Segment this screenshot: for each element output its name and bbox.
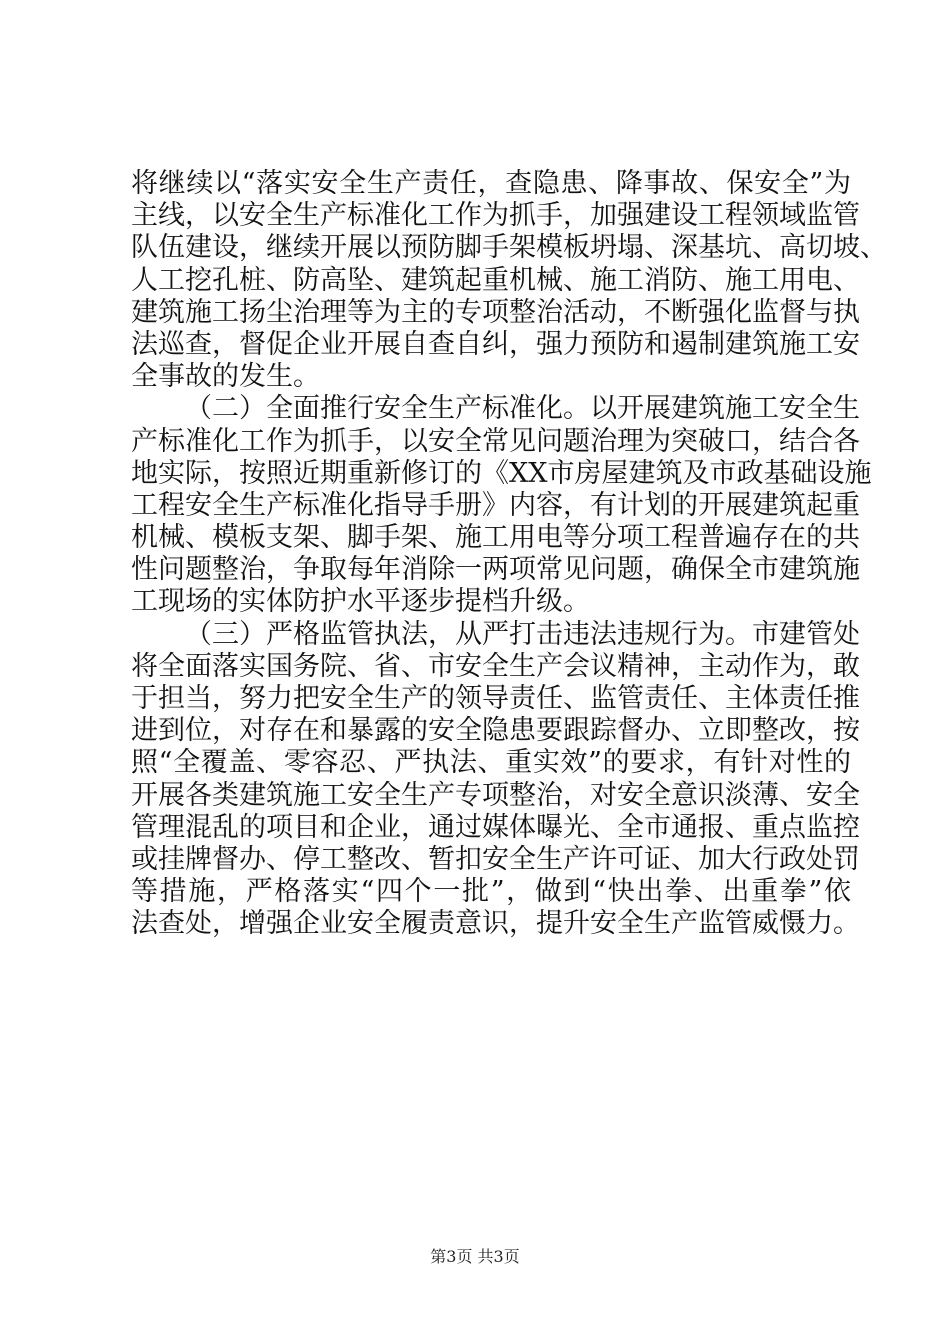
paragraph-3-line-3: 于担当，努力把安全生产的领导责任、监管责任、主体责任推 bbox=[131, 683, 860, 714]
paragraph-1-line-2: 主线，以安全生产标准化工作为抓手，加强建设工程领域监管 bbox=[131, 200, 860, 232]
paragraph-1-line-6: 法巡查，督促企业开展自查自纠，强力预防和遏制建筑施工安 bbox=[131, 328, 860, 360]
paragraph-2-line-5: 机械、模板支架、脚手架、施工用电等分项工程普遍存在的共 bbox=[131, 522, 860, 554]
paragraph-2-line-3: 地实际，按照近期重新修订的《XX市房屋建筑及市政基础设施 bbox=[131, 457, 872, 489]
paragraph-3-line-8: 或挂牌督办、停工整改、暂扣安全生产许可证、加大行政处罚 bbox=[131, 843, 860, 875]
paragraph-2-line-6: 性问题整治，争取每年消除一两项常见问题，确保全市建筑施 bbox=[131, 554, 860, 586]
paragraph-3-line-5: 照“全覆盖、零容忍、严执法、重实效”的要求，有针对性的 bbox=[131, 747, 851, 779]
paragraph-3-line-10: 法查处，增强企业安全履责意识，提升安全生产监管威慑力。 bbox=[131, 908, 860, 940]
paragraph-2-line-1: （二）全面推行安全生产标准化。以开展建筑施工安全生 bbox=[185, 393, 860, 425]
paragraph-3-line-9: 等措施，严格落实“四个一批”，做到“快出拳、出重拳”依 bbox=[131, 876, 851, 908]
page-footer: 第3页 共3页 bbox=[430, 1247, 520, 1266]
paragraph-3-line-2: 将全面落实国务院、省、市安全生产会议精神，主动作为，敢 bbox=[131, 650, 860, 682]
paragraph-2-line-4: 工程安全生产标准化指导手册》内容，有计划的开展建筑起重 bbox=[131, 489, 860, 521]
paragraph-3-line-4: 进到位，对存在和暴露的安全隐患要跟踪督办、立即整改，按 bbox=[131, 715, 860, 747]
paragraph-1-line-1: 将继续以“落实安全生产责任，查隐患、降事故、保安全”为 bbox=[131, 168, 851, 199]
paragraph-1-line-5: 建筑施工扬尘治理等为主的专项整治活动，不断强化监督与执 bbox=[131, 296, 860, 328]
paragraph-3-line-1: （三）严格监管执法，从严打击违法违规行为。市建管处 bbox=[185, 618, 860, 650]
document-body bbox=[131, 168, 887, 941]
paragraph-1-line-7: 全事故的发生。 bbox=[131, 361, 320, 393]
paragraph-2-line-7: 工现场的实体防护水平逐步提档升级。 bbox=[131, 586, 590, 618]
paragraph-1-line-3: 队伍建设，继续开展以预防脚手架模板坍塌、深基坑、高切坡、 bbox=[131, 232, 887, 264]
paragraph-1-line-4: 人工挖孔桩、防高坠、建筑起重机械、施工消防、施工用电、 bbox=[131, 264, 860, 296]
paragraph-3-line-7: 管理混乱的项目和企业，通过媒体曝光、全市通报、重点监控 bbox=[131, 811, 860, 843]
paragraph-2-line-2: 产标准化工作为抓手，以安全常见问题治理为突破口，结合各 bbox=[131, 425, 860, 457]
paragraph-3-line-6: 开展各类建筑施工安全生产专项整治，对安全意识淡薄、安全 bbox=[131, 779, 860, 811]
